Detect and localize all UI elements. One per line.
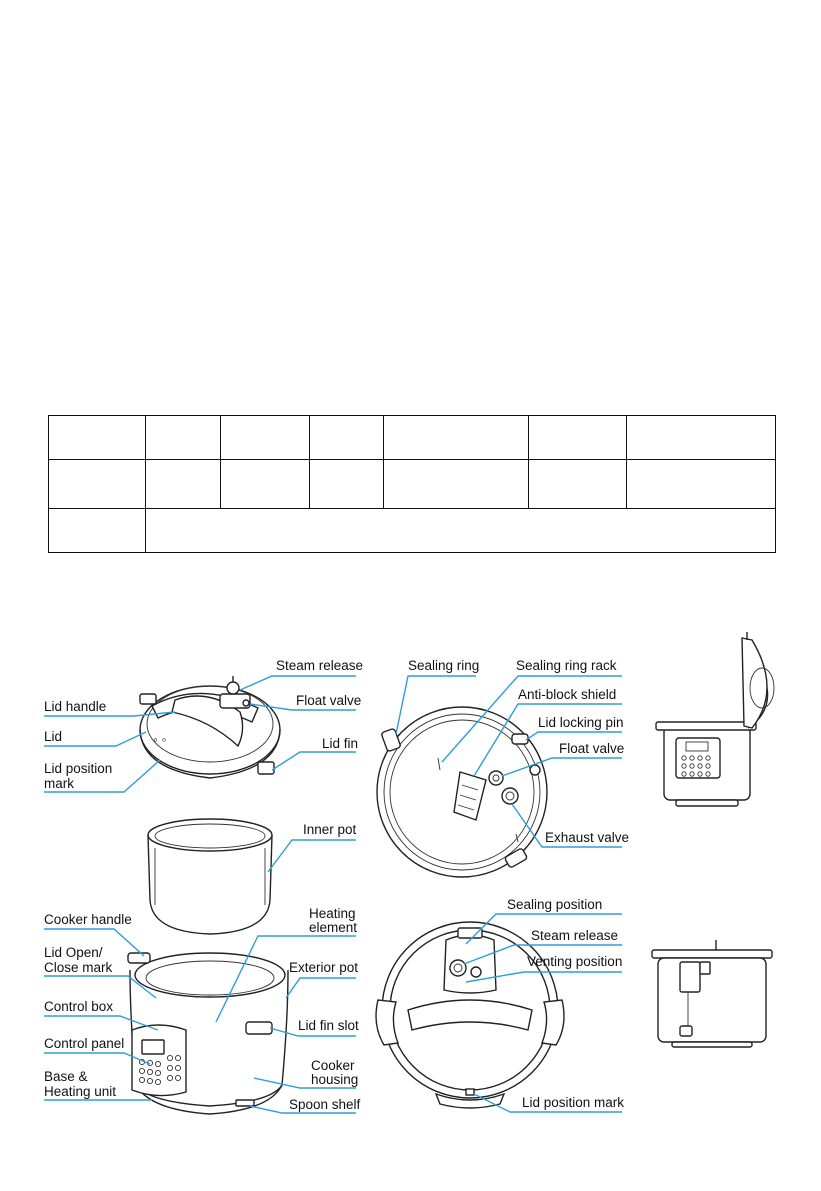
label-lid-position-2: mark (44, 776, 74, 791)
label-anti-block-shield: Anti-block shield (518, 687, 617, 702)
cooker-base-illustration (128, 953, 288, 1114)
table-cell (49, 460, 146, 509)
lid-underside-illustration (377, 707, 547, 877)
label-lid: Lid (44, 729, 63, 744)
parts-diagram (0, 600, 821, 1191)
label-lid-open-close-1: Lid Open/ (44, 945, 103, 960)
label-lid-open-close-2: Close mark (44, 960, 113, 975)
label-sealing-ring: Sealing ring (408, 658, 480, 673)
open-lid-side-view (656, 632, 774, 806)
table-cell (310, 460, 384, 509)
label-sealing-ring-rack: Sealing ring rack (516, 658, 617, 673)
label-cooker-housing-2: housing (311, 1072, 359, 1087)
table-cell (146, 416, 221, 460)
label-sealing-position: Sealing position (507, 897, 603, 912)
table-cell (49, 416, 146, 460)
table-cell-merged (146, 509, 776, 553)
label-venting-position: Venting position (527, 954, 623, 969)
table-cell (384, 460, 529, 509)
lid-illustration (140, 676, 280, 778)
label-cooker-housing-1: Cooker (311, 1058, 355, 1073)
label-exhaust-valve: Exhaust valve (545, 830, 630, 845)
label-control-box: Control box (44, 999, 114, 1014)
label-cooker-handle: Cooker handle (44, 912, 132, 927)
label-float-valve-2: Float valve (559, 741, 625, 756)
label-heating-element-2: element (309, 920, 358, 935)
svg-text:◦ ◦: ◦ ◦ (153, 732, 167, 747)
label-lid-fin: Lid fin (322, 736, 359, 751)
label-base-heating-1: Base & (44, 1069, 88, 1084)
label-lid-locking-pin: Lid locking pin (538, 715, 624, 730)
label-float-valve: Float valve (296, 693, 362, 708)
table-cell (529, 460, 627, 509)
label-heating-element-1: Heating (309, 906, 356, 921)
table-cell (221, 416, 310, 460)
label-inner-pot: Inner pot (303, 822, 357, 837)
table-cell (384, 416, 529, 460)
table-cell (221, 460, 310, 509)
label-lid-handle: Lid handle (44, 699, 107, 714)
rear-side-view (652, 940, 772, 1047)
specification-table (48, 415, 776, 553)
label-lid-position-mark-b: Lid position mark (522, 1095, 625, 1110)
table-cell (529, 416, 627, 460)
label-steam-release: Steam release (276, 658, 364, 673)
label-exterior-pot: Exterior pot (289, 960, 359, 975)
inner-pot-illustration (148, 819, 272, 934)
label-control-panel: Control panel (44, 1036, 125, 1051)
label-spoon-shelf: Spoon shelf (289, 1097, 361, 1112)
table-cell (146, 460, 221, 509)
table-cell (627, 460, 776, 509)
label-lid-fin-slot: Lid fin slot (298, 1018, 359, 1033)
lid-top-view-illustration (376, 922, 564, 1108)
label-lid-position-1: Lid position (44, 761, 113, 776)
label-base-heating-2: Heating unit (44, 1084, 117, 1099)
table-cell (49, 509, 146, 553)
table-cell (310, 416, 384, 460)
label-steam-release-2: Steam release (531, 928, 619, 943)
table-cell (627, 416, 776, 460)
